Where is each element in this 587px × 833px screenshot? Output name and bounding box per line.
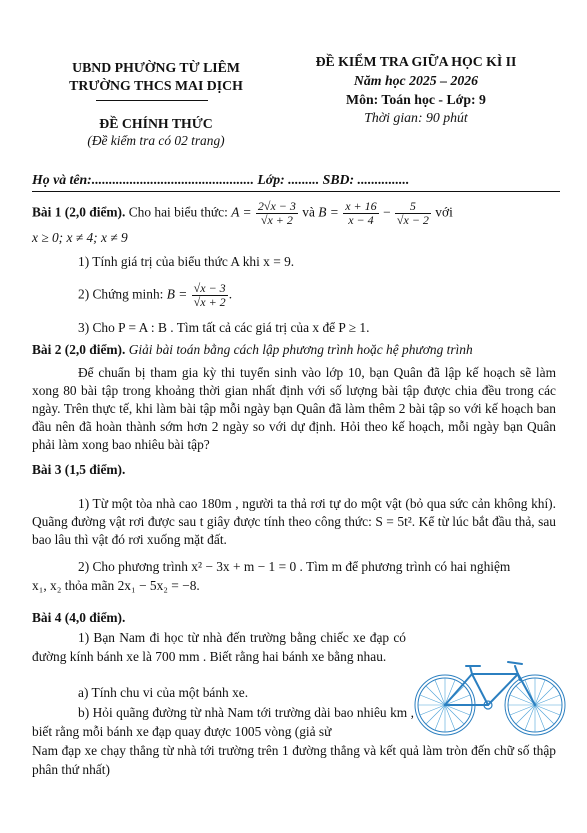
exam-title: ĐỀ KIỂM TRA GIỮA HỌC KÌ II <box>315 54 517 69</box>
bai4-qb-part2: Nam đạp xe chạy thẳng từ nhà tới trường trên 1 đường thẳng và kết quả làm tròn đến chữ số thập phân thứ nhất) <box>32 743 556 777</box>
expr-b-fraction1 <box>343 200 378 227</box>
bicycle-icon <box>410 650 570 740</box>
school-year: Năm học 2025 – 2026 <box>353 73 479 88</box>
school-name: TRƯỜNG THCS MAI DỊCH <box>69 78 243 93</box>
bai1-conditions: x ≥ 0; x ≠ 4; x ≠ 9 <box>32 230 128 245</box>
q2-end: . <box>228 286 233 302</box>
expr-a-num: 2√x − 3 <box>257 199 296 213</box>
bai3-q2-line2: x₁, x₂ thỏa mãn 2x₁ − 5x₂ = −8. <box>32 578 200 593</box>
bai2-title: Giải bài toán bằng cách lập phương trình hoặc hệ phương trình <box>128 342 473 357</box>
exam-time: Thời gian: 90 phút <box>364 110 468 125</box>
bai3-heading: Bài 3 (1,5 điểm). <box>32 462 126 477</box>
name-field[interactable]: ............................................... <box>91 172 254 187</box>
bai3-q1: 1) Từ một tòa nhà cao 180m , người ta thả rơi tự do một vật (bỏ qua sức cản không khí). Quãng đường vật rơi được sau t giây được tính theo công thức: S = 5t². Kể từ lúc bắt đầu thả, sau bao lâu thì vật đó rơi xuống mặt đất. <box>32 496 556 547</box>
district-name: UBND PHƯỜNG TỪ LIÊM <box>72 60 240 75</box>
bai4-heading: Bài 4 (4,0 điểm). <box>32 610 126 625</box>
with-text: với <box>435 204 453 220</box>
bai2-body: Để chuẩn bị tham gia kỳ thi tuyển sinh vào lớp 10, bạn Quân đã lập kế hoạch sẽ làm xong 80 bài tập trong khoảng thời gian nhất định với số lượng bài tập được chia đều trong các ngày. Trên thực tế, khi làm bài tập mỗi ngày bạn Quân đã làm thêm 2 bài tập so với kế hoạch ban đầu nên đã hoàn thành sớm hơn 2 ngày so với dự định. Hỏi theo kế hoạch, mỗi ngày bạn Quân phải làm xong bao nhiêu bài tập? <box>32 365 556 452</box>
q2-label: 2) Chứng minh: <box>78 286 164 302</box>
q2-num: √x − 3 <box>193 281 226 295</box>
official-label: ĐỀ CHÍNH THỨC <box>99 116 213 131</box>
expr-a-lhs: A = <box>231 204 252 220</box>
sbd-label: SBD: <box>322 172 355 187</box>
expr-a-den: √x + 2 <box>260 213 293 227</box>
expr-a-fraction <box>256 200 298 227</box>
expr-b-den2: √x − 2 <box>396 213 429 227</box>
expr-b-num2: 5 <box>395 200 431 214</box>
bai4-qb-part1: b) Hỏi quãng đường từ nhà Nam tới trường dài bao nhiêu km , biết rằng mỗi bánh xe đạp quay được 1005 vòng (giả sử <box>32 705 414 739</box>
header-divider <box>96 100 208 101</box>
bai1-intro: Cho hai biểu thức: <box>128 204 228 220</box>
q2-fraction <box>192 282 228 309</box>
bai4-q1: 1) Bạn Nam đi học từ nhà đến trường bằng chiếc xe đạp có đường kính bánh xe là 700 mm . Biết rằng hai bánh xe bằng nhau. <box>32 630 406 664</box>
bai1-intro-line <box>32 200 562 227</box>
bai1-q2 <box>78 282 232 309</box>
q2-lhs: B = <box>166 286 188 302</box>
student-info-line <box>32 172 562 188</box>
minus-sign: − <box>383 204 391 220</box>
info-divider <box>32 191 560 192</box>
q2-den: √x + 2 <box>193 295 226 309</box>
name-label: Họ và tên: <box>32 172 92 187</box>
bai2-heading-line <box>32 342 473 358</box>
sbd-field[interactable]: ............... <box>357 172 410 187</box>
bai4-qa: a) Tính chu vi của một bánh xe. <box>78 685 249 700</box>
expr-b-lhs: B = <box>318 204 339 220</box>
bai3-q2-line1: 2) Cho phương trình x² − 3x + m − 1 = 0 . Tìm m để phương trình có hai nghiệm <box>78 559 511 574</box>
pages-note: (Đề kiểm tra có 02 trang) <box>87 133 225 148</box>
subject: Môn: Toán học - Lớp: 9 <box>346 92 486 107</box>
class-label: Lớp: <box>257 172 285 187</box>
bai1-q3: 3) Cho P = A : B . Tìm tất cả các giá trị của x để P ≥ 1. <box>78 320 370 335</box>
expr-b-num1: x + 16 <box>345 199 377 213</box>
bai1-q1: 1) Tính giá trị của biểu thức A khi x = 9. <box>78 254 295 269</box>
and-text: và <box>302 204 315 220</box>
expr-b-den1: x − 4 <box>348 213 374 227</box>
class-field[interactable]: ......... <box>288 172 320 187</box>
bai1-heading: Bài 1 (2,0 điểm). <box>32 204 126 220</box>
expr-b-fraction2 <box>395 200 431 227</box>
bai2-heading: Bài 2 (2,0 điểm). <box>32 342 126 357</box>
